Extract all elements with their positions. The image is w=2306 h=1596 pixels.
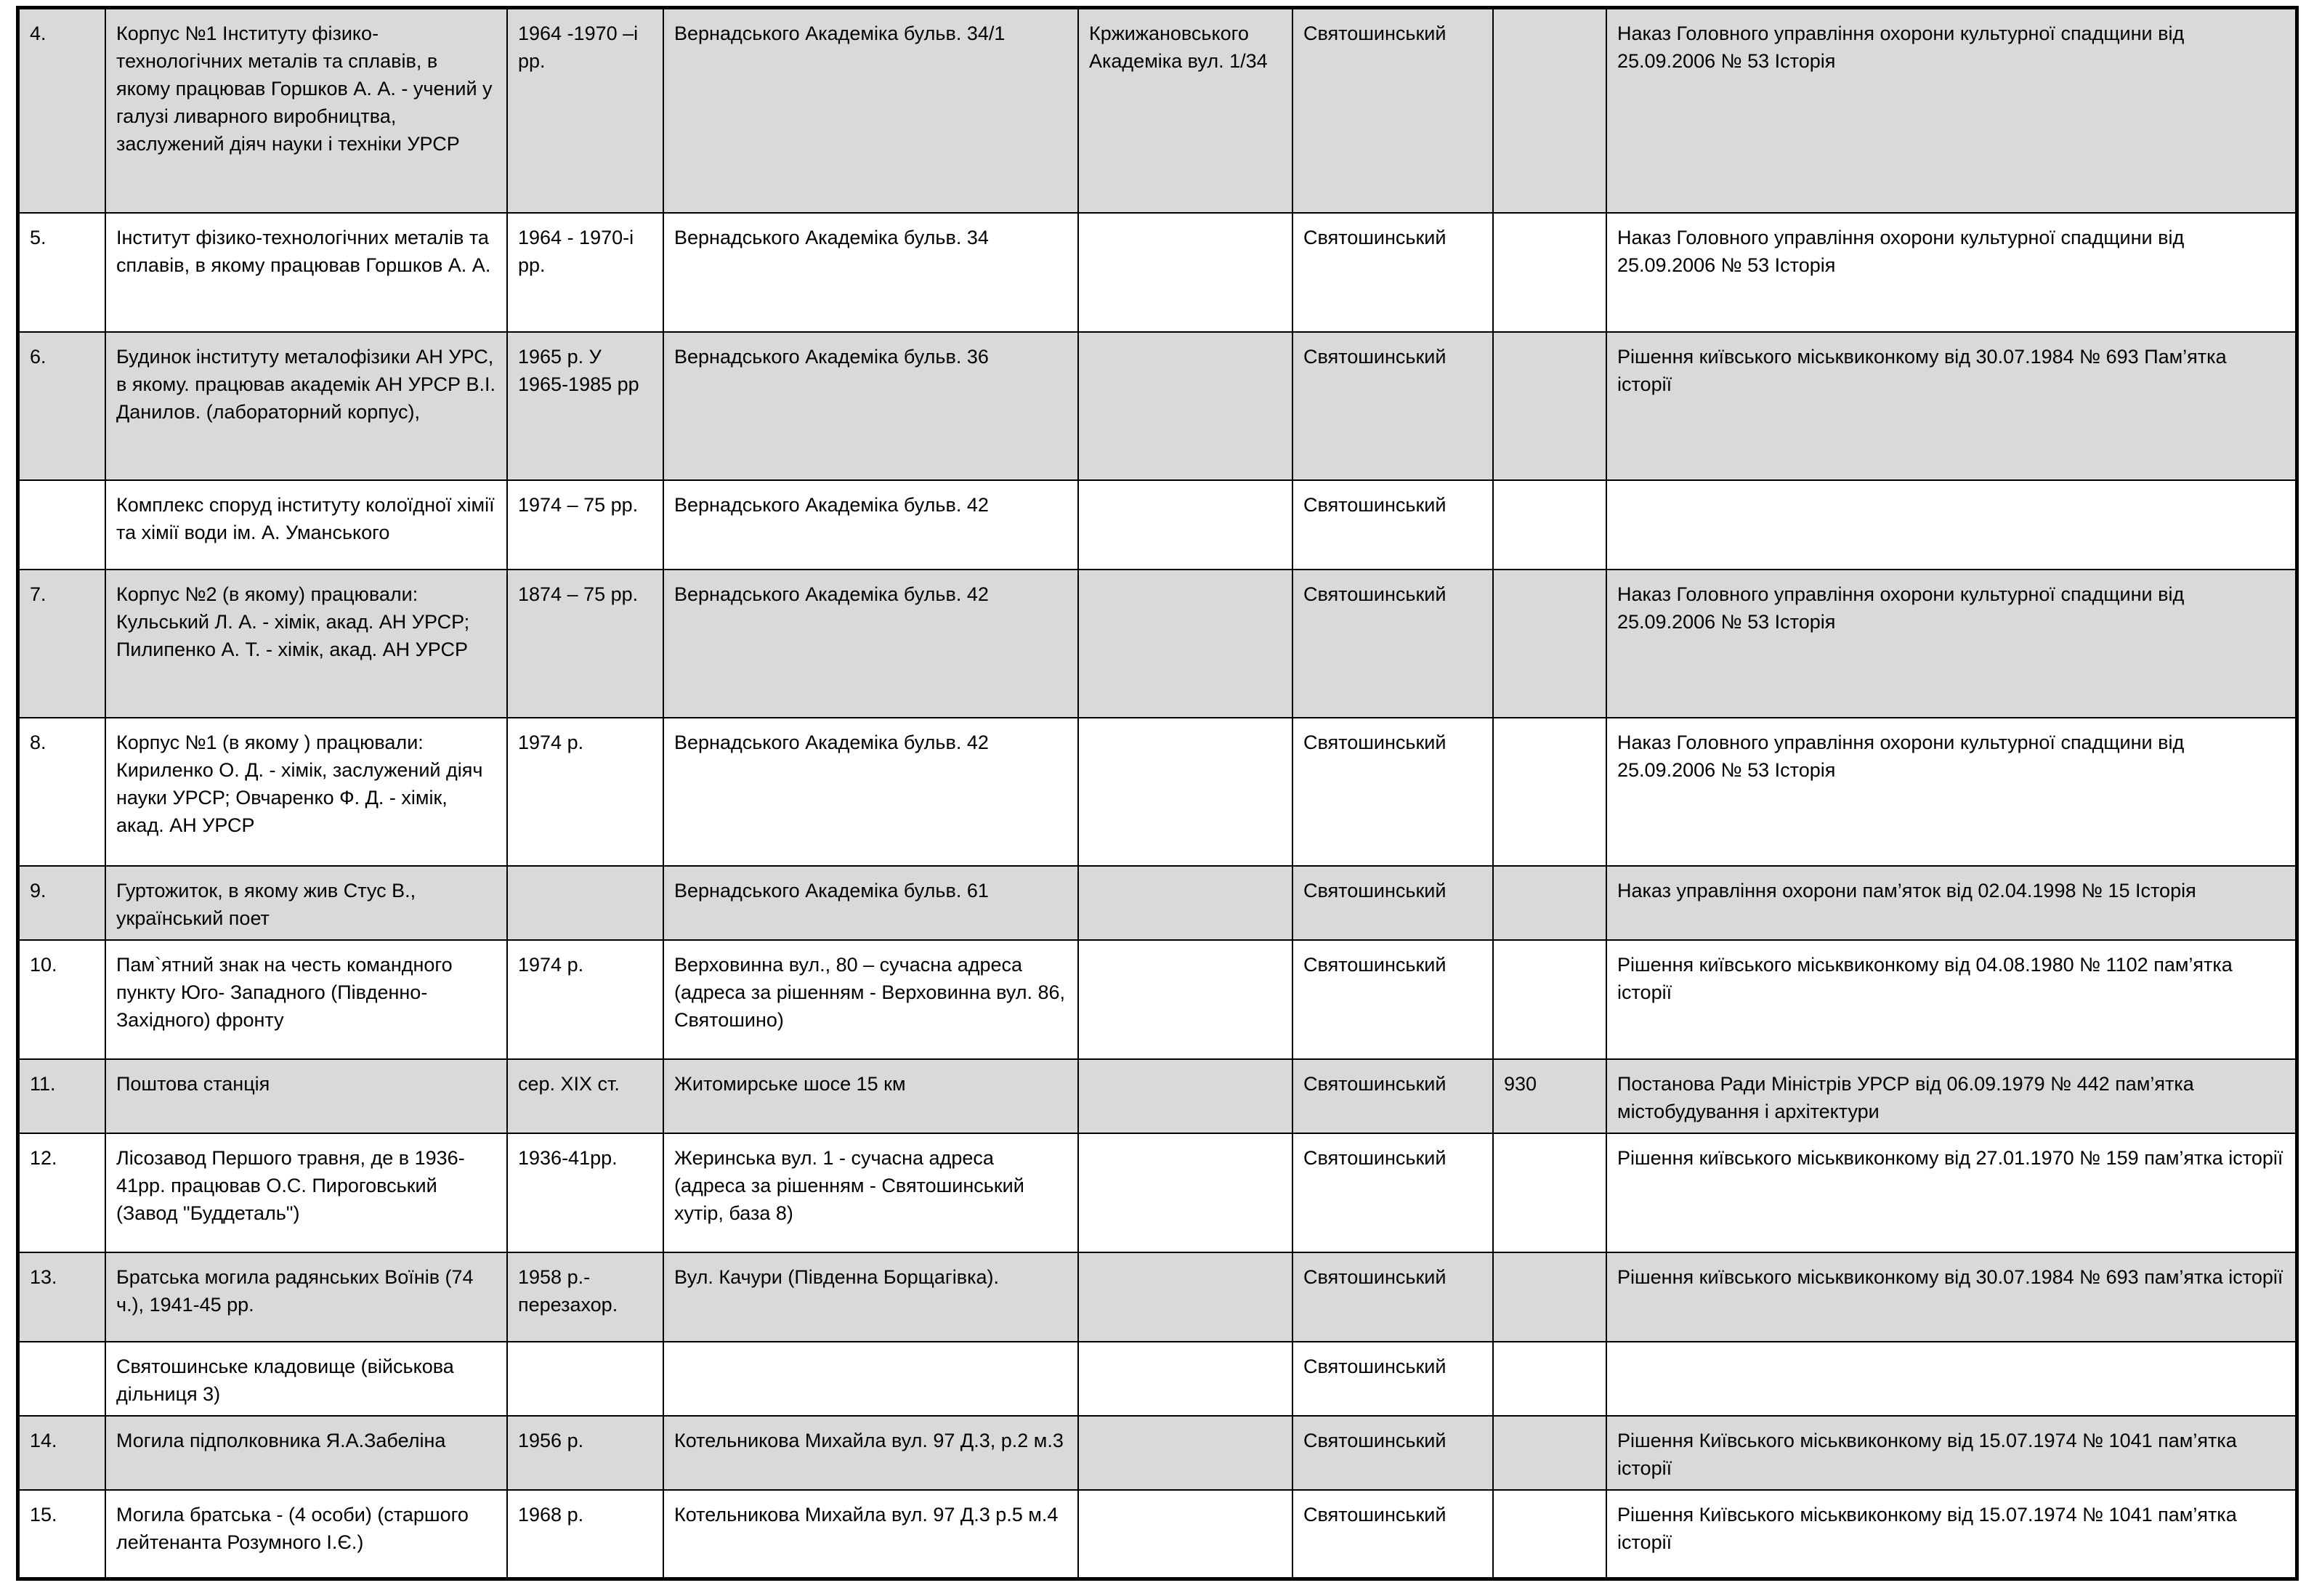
table-row	[18, 8, 2297, 213]
row-number: 9.	[18, 866, 106, 940]
table-body	[18, 8, 2297, 1579]
monument-address: Вернадського Академіка бульв. 61	[663, 866, 1078, 940]
monument-district: Святошинський	[1292, 1059, 1493, 1133]
monument-address: Вернадського Академіка бульв. 34	[663, 213, 1078, 332]
monument-district: Святошинський	[1292, 332, 1493, 480]
table-row	[18, 718, 2297, 866]
monument-address: Верховинна вул., 80 – сучасна адреса (адреса за рішенням - Верховинна вул. 86, Святошино)	[663, 940, 1078, 1059]
protection-document: Рішення Київського міськвиконкому від 15.07.1974 № 1041 пам’ятка історії	[1606, 1416, 2297, 1490]
monument-alt-address	[1078, 213, 1292, 332]
row-number: 13.	[18, 1252, 106, 1342]
monument-address	[663, 1342, 1078, 1416]
monument-alt-address: Кржижановського Академіка вул. 1/34	[1078, 8, 1292, 213]
row-number: 14.	[18, 1416, 106, 1490]
monument-date: 1874 – 75 рр.	[507, 570, 663, 718]
monument-district: Святошинський	[1292, 940, 1493, 1059]
monument-alt-address	[1078, 332, 1292, 480]
row-number: 11.	[18, 1059, 106, 1133]
row-number: 5.	[18, 213, 106, 332]
monument-district: Святошинський	[1292, 570, 1493, 718]
protection-document: Наказ Головного управління охорони культурної спадщини від 25.09.2006 № 53 Історія	[1606, 718, 2297, 866]
monument-district: Святошинський	[1292, 718, 1493, 866]
protection-document: Наказ Головного управління охорони культурної спадщини від 25.09.2006 № 53 Історія	[1606, 8, 2297, 213]
protection-document: Наказ Головного управління охорони культурної спадщини від 25.09.2006 № 53 Історія	[1606, 213, 2297, 332]
monument-address: Вул. Качури (Південна Борщагівка).	[663, 1252, 1078, 1342]
protection-document: Рішення київського міськвиконкому від 04.08.1980 № 1102 пам’ятка історії	[1606, 940, 2297, 1059]
monument-name: Корпус №1 (в якому ) працювали: Кириленко О. Д. - хімік, заслужений діяч науки УРСР; Овчаренко Ф. Д. - хімік, акад. АН УРСР	[105, 718, 507, 866]
monument-reg-number	[1493, 213, 1606, 332]
monument-name: Будинок інституту металофізики АН УРС, в якому. працював академік АН УРСР В.І. Данилов. (лабораторний корпус),	[105, 332, 507, 480]
monument-alt-address	[1078, 1133, 1292, 1252]
monument-reg-number	[1493, 866, 1606, 940]
protection-document: Наказ Головного управління охорони культурної спадщини від 25.09.2006 № 53 Історія	[1606, 570, 2297, 718]
monument-reg-number	[1493, 1416, 1606, 1490]
row-number	[18, 480, 106, 570]
protection-document	[1606, 480, 2297, 570]
monument-name: Могила підполковника Я.А.Забеліна	[105, 1416, 507, 1490]
monument-name: Лісозавод Першого травня, де в 1936-41рр. працював О.С. Пироговський (Завод "Буддеталь")	[105, 1133, 507, 1252]
monument-district: Святошинський	[1292, 1342, 1493, 1416]
table-row	[18, 480, 2297, 570]
monument-address: Вернадського Академіка бульв. 36	[663, 332, 1078, 480]
monument-address: Житомирське шосе 15 км	[663, 1059, 1078, 1133]
protection-document: Рішення київського міськвиконкому від 27.01.1970 № 159 пам’ятка історії	[1606, 1133, 2297, 1252]
monument-alt-address	[1078, 718, 1292, 866]
monument-address: Котельникова Михайла вул. 97 Д.3 р.5 м.4	[663, 1490, 1078, 1579]
monument-alt-address	[1078, 1490, 1292, 1579]
table-row	[18, 1059, 2297, 1133]
table-row	[18, 1490, 2297, 1579]
monument-reg-number	[1493, 480, 1606, 570]
row-number: 15.	[18, 1490, 106, 1579]
row-number: 4.	[18, 8, 106, 213]
monument-address: Вернадського Академіка бульв. 34/1	[663, 8, 1078, 213]
monument-date: 1956 р.	[507, 1416, 663, 1490]
protection-document: Рішення київського міськвиконкому від 30.07.1984 № 693 Пам’ятка історії	[1606, 332, 2297, 480]
table-row	[18, 1133, 2297, 1252]
row-number	[18, 1342, 106, 1416]
monument-name: Пам`ятний знак на честь командного пункту Юго- Западного (Південно-Західного) фронту	[105, 940, 507, 1059]
monument-alt-address	[1078, 866, 1292, 940]
table-row	[18, 866, 2297, 940]
monument-address: Вернадського Академіка бульв. 42	[663, 718, 1078, 866]
monument-name: Інститут фізико-технологічних металів та сплавів, в якому працював Горшков А. А.	[105, 213, 507, 332]
table-row	[18, 1252, 2297, 1342]
monument-district: Святошинський	[1292, 480, 1493, 570]
protection-document	[1606, 1342, 2297, 1416]
monument-reg-number	[1493, 1133, 1606, 1252]
monument-name: Корпус №1 Інституту фізико-технологічних металів та сплавів, в якому працював Горшков А. А. - учений у галузі ливарного виробництва, заслужений діяч науки і техніки УРСР	[105, 8, 507, 213]
monument-name: Гуртожиток, в якому жив Стус В., український поет	[105, 866, 507, 940]
monument-date	[507, 866, 663, 940]
row-number: 6.	[18, 332, 106, 480]
monument-date: 1958 р.- перезахор.	[507, 1252, 663, 1342]
row-number: 8.	[18, 718, 106, 866]
monument-alt-address	[1078, 570, 1292, 718]
monument-date	[507, 1342, 663, 1416]
monument-date: 1964 - 1970-і рр.	[507, 213, 663, 332]
monument-reg-number: 930	[1493, 1059, 1606, 1133]
monument-district: Святошинський	[1292, 1490, 1493, 1579]
monument-district: Святошинський	[1292, 8, 1493, 213]
monument-district: Святошинський	[1292, 1252, 1493, 1342]
protection-document: Наказ управління охорони пам’яток від 02.04.1998 № 15 Історія	[1606, 866, 2297, 940]
monument-reg-number	[1493, 332, 1606, 480]
monument-date: 1974 р.	[507, 718, 663, 866]
monument-reg-number	[1493, 940, 1606, 1059]
monument-district: Святошинський	[1292, 213, 1493, 332]
row-number: 12.	[18, 1133, 106, 1252]
monument-name: Комплекс споруд інституту колоїдної хімії та хімії води ім. А. Уманського	[105, 480, 507, 570]
monument-reg-number	[1493, 570, 1606, 718]
monument-reg-number	[1493, 1252, 1606, 1342]
monument-alt-address	[1078, 1059, 1292, 1133]
table-row	[18, 570, 2297, 718]
monuments-register-table	[16, 6, 2299, 1581]
monument-address: Вернадського Академіка бульв. 42	[663, 480, 1078, 570]
monument-date: 1936-41рр.	[507, 1133, 663, 1252]
table-row	[18, 1416, 2297, 1490]
monument-name: Поштова станція	[105, 1059, 507, 1133]
monument-date: сер. XIX ст.	[507, 1059, 663, 1133]
monument-name: Корпус №2 (в якому) працювали: Кульський Л. А. - хімік, акад. АН УРСР; Пилипенко А. Т. - хімік, акад. АН УРСР	[105, 570, 507, 718]
monument-reg-number	[1493, 718, 1606, 866]
protection-document: Постанова Ради Міністрів УРСР від 06.09.1979 № 442 пам’ятка містобудування і архітектури	[1606, 1059, 2297, 1133]
monument-name: Братська могила радянських Воїнів (74 ч.), 1941-45 рр.	[105, 1252, 507, 1342]
table-row	[18, 213, 2297, 332]
row-number: 7.	[18, 570, 106, 718]
protection-document: Рішення київського міськвиконкому від 30.07.1984 № 693 пам’ятка історії	[1606, 1252, 2297, 1342]
monument-district: Святошинський	[1292, 1416, 1493, 1490]
monument-date: 1965 р. У 1965-1985 рр	[507, 332, 663, 480]
monument-alt-address	[1078, 1252, 1292, 1342]
monument-alt-address	[1078, 480, 1292, 570]
protection-document: Рішення Київського міськвиконкому від 15.07.1974 № 1041 пам’ятка історії	[1606, 1490, 2297, 1579]
monument-date: 1974 р.	[507, 940, 663, 1059]
table-row	[18, 332, 2297, 480]
monument-date: 1968 р.	[507, 1490, 663, 1579]
table-row	[18, 1342, 2297, 1416]
row-number: 10.	[18, 940, 106, 1059]
monument-name: Могила братська - (4 особи) (старшого лейтенанта Розумного І.Є.)	[105, 1490, 507, 1579]
monument-alt-address	[1078, 1342, 1292, 1416]
monument-address: Жеринська вул. 1 - сучасна адреса (адреса за рішенням - Святошинський хутір, база 8)	[663, 1133, 1078, 1252]
monument-address: Вернадського Академіка бульв. 42	[663, 570, 1078, 718]
monument-name: Святошинське кладовище (військова дільниця 3)	[105, 1342, 507, 1416]
monument-address: Котельникова Михайла вул. 97 Д.3, р.2 м.3	[663, 1416, 1078, 1490]
monument-district: Святошинський	[1292, 1133, 1493, 1252]
monument-reg-number	[1493, 1342, 1606, 1416]
monument-reg-number	[1493, 1490, 1606, 1579]
monument-date: 1974 – 75 рр.	[507, 480, 663, 570]
monument-reg-number	[1493, 8, 1606, 213]
monument-date: 1964 -1970 –і рр.	[507, 8, 663, 213]
monument-district: Святошинський	[1292, 866, 1493, 940]
monument-alt-address	[1078, 940, 1292, 1059]
table-row	[18, 940, 2297, 1059]
monument-alt-address	[1078, 1416, 1292, 1490]
